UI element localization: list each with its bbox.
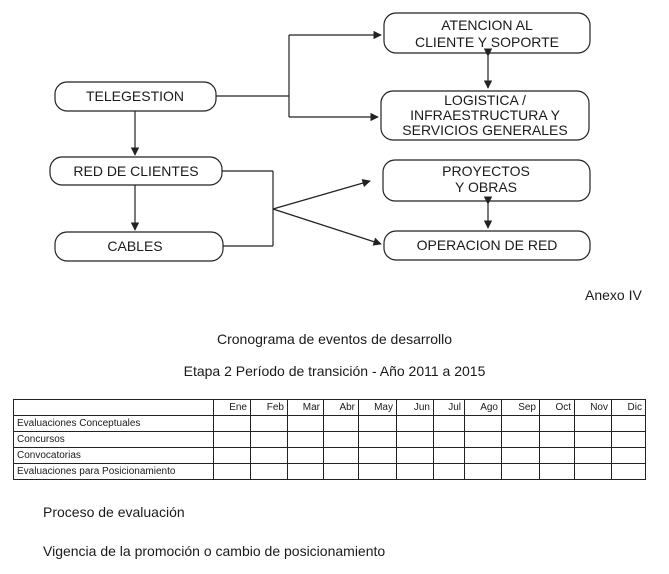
month-cell (214, 448, 251, 464)
month-cell (612, 416, 646, 432)
row-label: Evaluaciones Conceptuales (14, 416, 214, 432)
row-label: Evaluaciones para Posicionamiento (14, 464, 214, 480)
month-header: Oct (540, 400, 575, 416)
month-cell (324, 464, 359, 480)
month-header: Sep (502, 400, 540, 416)
month-cell (502, 432, 540, 448)
month-cell (359, 432, 397, 448)
month-cell (251, 464, 288, 480)
month-cell (575, 464, 612, 480)
month-cell (465, 464, 502, 480)
month-header: Abr (324, 400, 359, 416)
month-cell (575, 416, 612, 432)
label-cables: CABLES (107, 238, 163, 254)
month-cell (612, 464, 646, 480)
month-cell (575, 432, 612, 448)
month-cell (502, 448, 540, 464)
month-cell (324, 416, 359, 432)
month-header: Dic (612, 400, 646, 416)
month-cell (612, 432, 646, 448)
month-header: Ago (465, 400, 502, 416)
month-cell (214, 416, 251, 432)
month-cell (434, 464, 465, 480)
schedule-title: Cronograma de eventos de desarrollo (216, 331, 453, 347)
table-header-row (14, 400, 646, 416)
month-cell (502, 464, 540, 480)
label-logistica-line3: SERVICIOS GENERALES (402, 122, 568, 138)
legend-process: Proceso de evaluación (43, 504, 185, 520)
table-row (14, 416, 646, 432)
label-operacion: OPERACION DE RED (416, 237, 558, 253)
month-cell (251, 448, 288, 464)
month-cell (434, 448, 465, 464)
legend-validity: Vigencia de la promoción o cambio de posicionamiento (43, 543, 386, 559)
month-header: Jul (434, 400, 465, 416)
month-header: Jun (397, 400, 434, 416)
label-red-de-clientes: RED DE CLIENTES (73, 163, 199, 179)
table-header-empty (14, 400, 214, 416)
month-cell (540, 432, 575, 448)
month-cell (251, 432, 288, 448)
month-cell (397, 464, 434, 480)
month-cell (288, 432, 324, 448)
month-cell (434, 432, 465, 448)
month-cell (465, 448, 502, 464)
row-label: Concursos (14, 432, 214, 448)
month-cell (575, 448, 612, 464)
month-cell (288, 448, 324, 464)
schedule-table (13, 399, 646, 480)
month-cell (324, 432, 359, 448)
label-logistica-line1: LOGISTICA / (444, 92, 526, 108)
month-cell (502, 416, 540, 432)
month-cell (359, 416, 397, 432)
month-cell (251, 416, 288, 432)
month-cell (288, 464, 324, 480)
row-label: Convocatorias (14, 448, 214, 464)
month-cell (540, 464, 575, 480)
month-cell (540, 448, 575, 464)
month-header: Mar (288, 400, 324, 416)
month-cell (465, 416, 502, 432)
month-cell (288, 416, 324, 432)
connector-red-cables-right (222, 171, 381, 246)
month-cell (214, 464, 251, 480)
month-cell (465, 432, 502, 448)
label-proyectos-line2: Y OBRAS (455, 179, 517, 195)
label-proyectos-line1: PROYECTOS (442, 163, 530, 179)
month-header: Feb (251, 400, 288, 416)
month-cell (612, 448, 646, 464)
label-logistica-line2: INFRAESTRUCTURA Y (410, 107, 560, 123)
label-telegestion: TELEGESTION (85, 88, 185, 104)
table-row (14, 448, 646, 464)
month-header: Ene (214, 400, 251, 416)
month-cell (397, 448, 434, 464)
table-row (14, 464, 646, 480)
month-cell (359, 448, 397, 464)
month-cell (397, 432, 434, 448)
month-cell (434, 416, 465, 432)
schedule-subtitle: Etapa 2 Período de transición - Año 2011 a 2015 (183, 363, 486, 379)
month-cell (324, 448, 359, 464)
month-cell (359, 464, 397, 480)
connector-telegestion-right (216, 35, 381, 117)
table-row (14, 432, 646, 448)
month-cell (397, 416, 434, 432)
month-cell (214, 432, 251, 448)
label-atencion-line2: CLIENTE Y SOPORTE (415, 34, 559, 50)
month-header: Nov (575, 400, 612, 416)
annex-label: Anexo IV (585, 287, 642, 303)
month-cell (540, 416, 575, 432)
month-header: May (359, 400, 397, 416)
label-atencion-line1: ATENCION AL (441, 17, 533, 33)
